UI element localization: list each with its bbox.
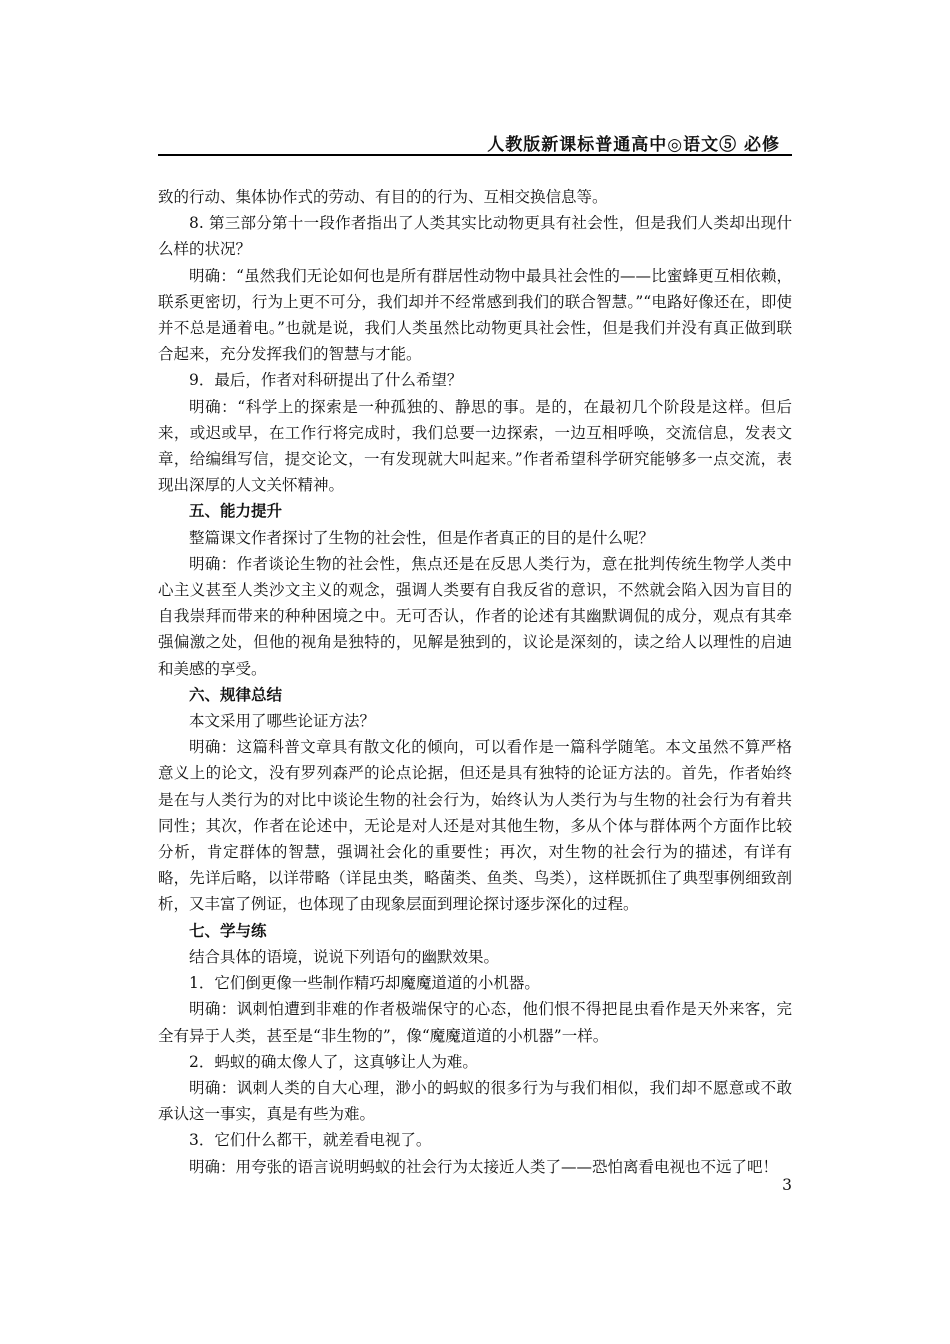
answer-paragraph: 明确：这篇科普文章具有散文化的倾向，可以看作是一篇科学随笔。本文虽然不算严格意义上的论文，没有罗列森严的论点论据，但还是具有独特的论证方法的。首先，作者始终是在与人类行为的对比中谈论生物的社会行为，始终认为人类行为与生物的社会行为有着共同性；其次，作者在论述中，无论是对人还是对其他生物，多从个体与群体两个方面作比较分析，肯定群体的智慧，强调社会化的重要性；再次，对生物的社会行为的描述，有详有略，先详后略，以详带略（详昆虫类，略菌类、鱼类、鸟类），这样既抓住了典型事例细致剖析，又丰富了例证，也体现了由现象层面到理论探讨逐步深化的过程。	[158, 738, 792, 914]
section-heading: 六、规律总结	[189, 684, 283, 704]
answer-paragraph: 明确：作者谈论生物的社会性，焦点还是在反思人类行为，意在批判传统生物学人类中心主义甚至人类沙文主义的观念，强调人类要有自我反省的意识，不然就会陷入因为盲目的自我崇拜而带来的种种困境之中。无可否认，作者的论述有其幽默调侃的成分，观点有其牵强偏激之处，但他的视角是独特的，见解是独到的，议论是深刻的，读之给人以理性的启迪和美感的享受。	[158, 554, 792, 678]
question-paragraph: 9．最后，作者对科研提出了什么希望？	[189, 371, 463, 390]
answer-paragraph: 明确：讽刺怕遭到非难的作者极端保守的心态，他们恨不得把昆虫看作是天外来客，完全有异于人类，甚至是“非生物的”，像“魔魔道道的小机器”一样。	[158, 1000, 792, 1045]
section-heading: 七、学与练	[189, 920, 267, 940]
example-sentence: 2．蚂蚁的确太像人了，这真够让人为难。	[189, 1052, 478, 1071]
paragraph: 致的行动、集体协作式的劳动、有目的的行为、互相交换信息等。	[158, 188, 608, 206]
section-heading: 五、能力提升	[189, 501, 283, 521]
answer-paragraph: 明确：讽刺人类的自大心理，渺小的蚂蚁的很多行为与我们相似，我们却不愿意或不敢承认这一事实，真是有些为难。	[158, 1078, 792, 1124]
question-paragraph: 本文采用了哪些论证方法？	[189, 712, 376, 731]
running-header	[158, 128, 792, 156]
header-title: 人教版新课标普通高中◎语文⑤ 必修	[487, 135, 780, 155]
answer-paragraph: 明确：“科学上的探索是一种孤独的、静思的事。是的，在最初几个阶段是这样。但后来，或迟或早，在工作行将完成时，我们总要一边探索，一边互相呼唤，交流信息，发表文章，给编缉写信，提交论文，一有发现就大叫起来。”作者希望科学研究能够多一点交流，表现出深厚的人文关怀精神。	[158, 397, 792, 495]
question-paragraph: 结合具体的语境，说说下列语句的幽默效果。	[189, 947, 500, 966]
question-paragraph: 整篇课文作者探讨了生物的社会性，但是作者真正的目的是什么呢？	[189, 528, 655, 547]
example-sentence: 1．它们倒更像一些制作精巧却魔魔道道的小机器。	[189, 974, 540, 993]
question-paragraph: 8. 第三部分第十一段作者指出了人类其实比动物更具有社会性，但是我们人类却出现什么样的状况？	[158, 214, 792, 259]
answer-paragraph: 明确：用夸张的语言说明蚂蚁的社会行为太接近人类了——恐怕离看电视也不远了吧！	[189, 1157, 779, 1176]
example-sentence: 3．它们什么都干，就差看电视了。	[189, 1131, 432, 1150]
page-body	[158, 184, 792, 1180]
answer-paragraph: 明确：“虽然我们无论如何也是所有群居性动物中最具社会性的——比蜜蜂更互相依赖，联系更密切，行为上更不可分，我们却并不经常感到我们的联合智慧。”“电路好像还在，即使并不总是通着电。”也就是说，我们人类虽然比动物更具社会性，但是我们并没有真正做到联合起来，充分发挥我们的智慧与才能。	[158, 266, 792, 364]
page-number: 3	[782, 1176, 792, 1194]
